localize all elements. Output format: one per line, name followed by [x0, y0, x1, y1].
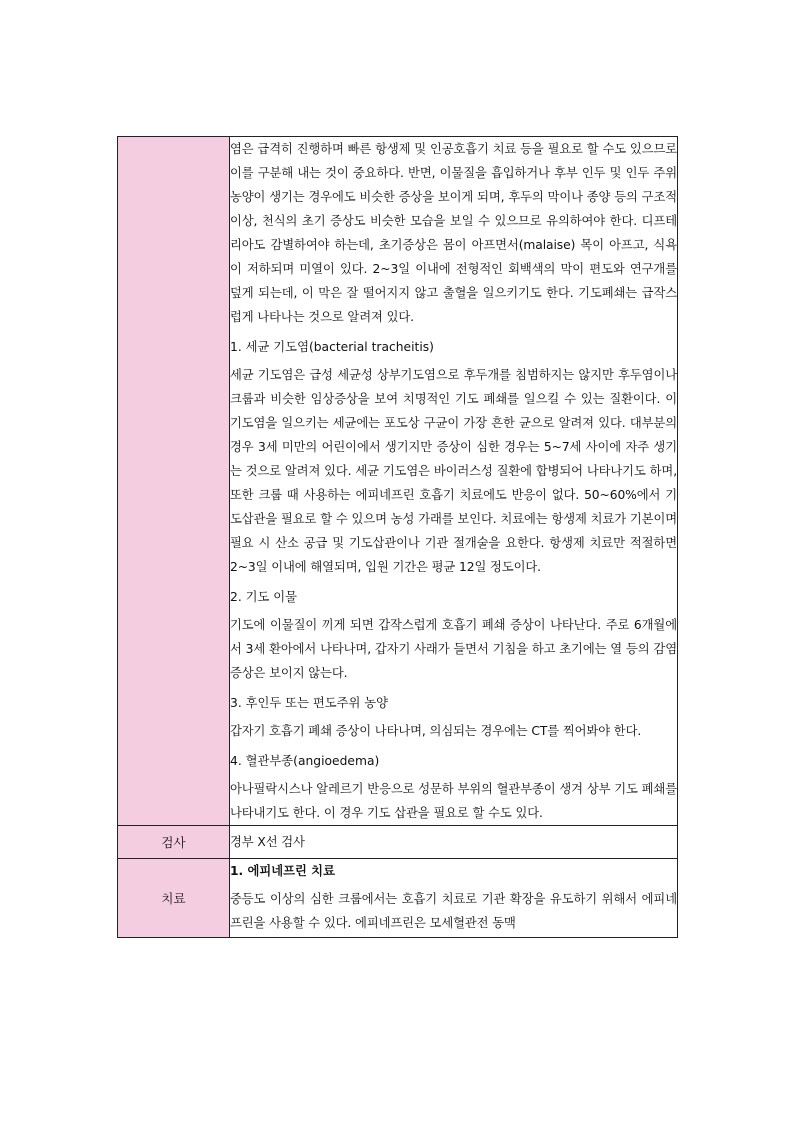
paragraph-epinephrine: 중등도 이상의 심한 크룹에서는 호흡기 치료로 기관 확장을 유도하기 위해서 에피네프린을 사용할 수 있다. 에피네프린은 모세혈관전 동맥	[230, 892, 677, 930]
heading-angioedema: 4. 혈관부종(angioedema)	[230, 754, 380, 768]
paragraph-foreign-body: 기도에 이물질이 끼게 되면 갑작스럽게 호흡기 폐쇄 증상이 나타난다. 주로 6개월에서 3세 환아에서 나타나며, 갑자기 사래가 들면서 기침을 하고 초기에는 열 등의 감염 증상은 보이지 않는다.	[230, 618, 677, 680]
row-label-exam: 검사	[118, 826, 230, 859]
content-table	[117, 136, 678, 938]
row-content-treatment	[230, 859, 678, 938]
paragraph-bacterial-tracheitis: 세균 기도염은 급성 세균성 상부기도염으로 후두개를 침범하지는 않지만 후두염이나 크룹과 비슷한 임상증상을 보여 치명적인 기도 폐쇄를 일으킬 수 있는 질환이다. 이 기도염을 일으키는 세균에는 포도상 구균이 가장 흔한 균으로 알려져 있다. 대부분의 경우 3세 미만의 어린이에서 생기지만 증상이 심한 경우는 5~7세 사이에 자주 생기는 것으로 알려져 있다. 세균 기도염은 바이러스성 질환에 합병되어 나타나기도 하며, 또한 크룹 때 사용하는 에피네프린 호흡기 치료에도 반응이 없다. 50~60%에서 기도삽관을 필요로 할 수 있으며 농성 가래를 보인다. 치료에는 항생제 치료가 기본이며 필요 시 산소 공급 및 기도삽관이나 기관 절개술을 요한다. 항생제 치료만 적절하면 2~3일 이내에 해열되며, 입원 기간은 평균 12일 정도이다.	[230, 368, 677, 574]
table-row	[118, 826, 678, 859]
heading-foreign-body: 2. 기도 이물	[230, 590, 298, 604]
table-row	[118, 137, 678, 826]
paragraph-angioedema: 아나필락시스나 알레르기 반응으로 성문하 부위의 혈관부종이 생겨 상부 기도 폐쇄를 나타내기도 한다. 이 경우 기도 삽관을 필요로 할 수도 있다.	[230, 782, 677, 820]
exam-text: 경부 X선 검사	[230, 835, 305, 849]
row-label-empty	[118, 137, 230, 826]
row-label-treatment: 치료	[118, 859, 230, 938]
heading-bacterial-tracheitis: 1. 세균 기도염(bacterial tracheitis)	[230, 340, 434, 354]
paragraph-differential: 염은 급격히 진행하며 빠른 항생제 및 인공호흡기 치료 등을 필요로 할 수도 있으므로 이를 구분해 내는 것이 중요하다. 반면, 이물질을 흡입하거나 후부 인두 및 인두 주위 농양이 생기는 경우에도 비슷한 증상을 보이게 되며, 후두의 막이나 종양 등의 구조적 이상, 천식의 초기 증상도 비슷한 모습을 보일 수 있으므로 유의하여야 한다. 디프테리아도 감별하여야 하는데, 초기증상은 몸이 아프면서(malaise) 목이 아프고, 식욕이 저하되며 미열이 있다. 2~3일 이내에 전형적인 회백색의 막이 편도와 연구개를 덮게 되는데, 이 막은 잘 떨어지지 않고 출혈을 일으키기도 한다. 기도폐쇄는 급작스럽게 나타나는 것으로 알려져 있다.	[230, 142, 677, 324]
heading-abscess: 3. 후인두 또는 편도주위 농양	[230, 696, 389, 710]
paragraph-abscess: 갑자기 호흡기 폐쇄 증상이 나타나며, 의심되는 경우에는 CT를 찍어봐야 한다.	[230, 724, 642, 738]
row-content-description	[230, 137, 678, 826]
table-row	[118, 859, 678, 938]
heading-epinephrine: 1. 에피네프린 치료	[230, 864, 335, 878]
row-content-exam	[230, 826, 678, 859]
